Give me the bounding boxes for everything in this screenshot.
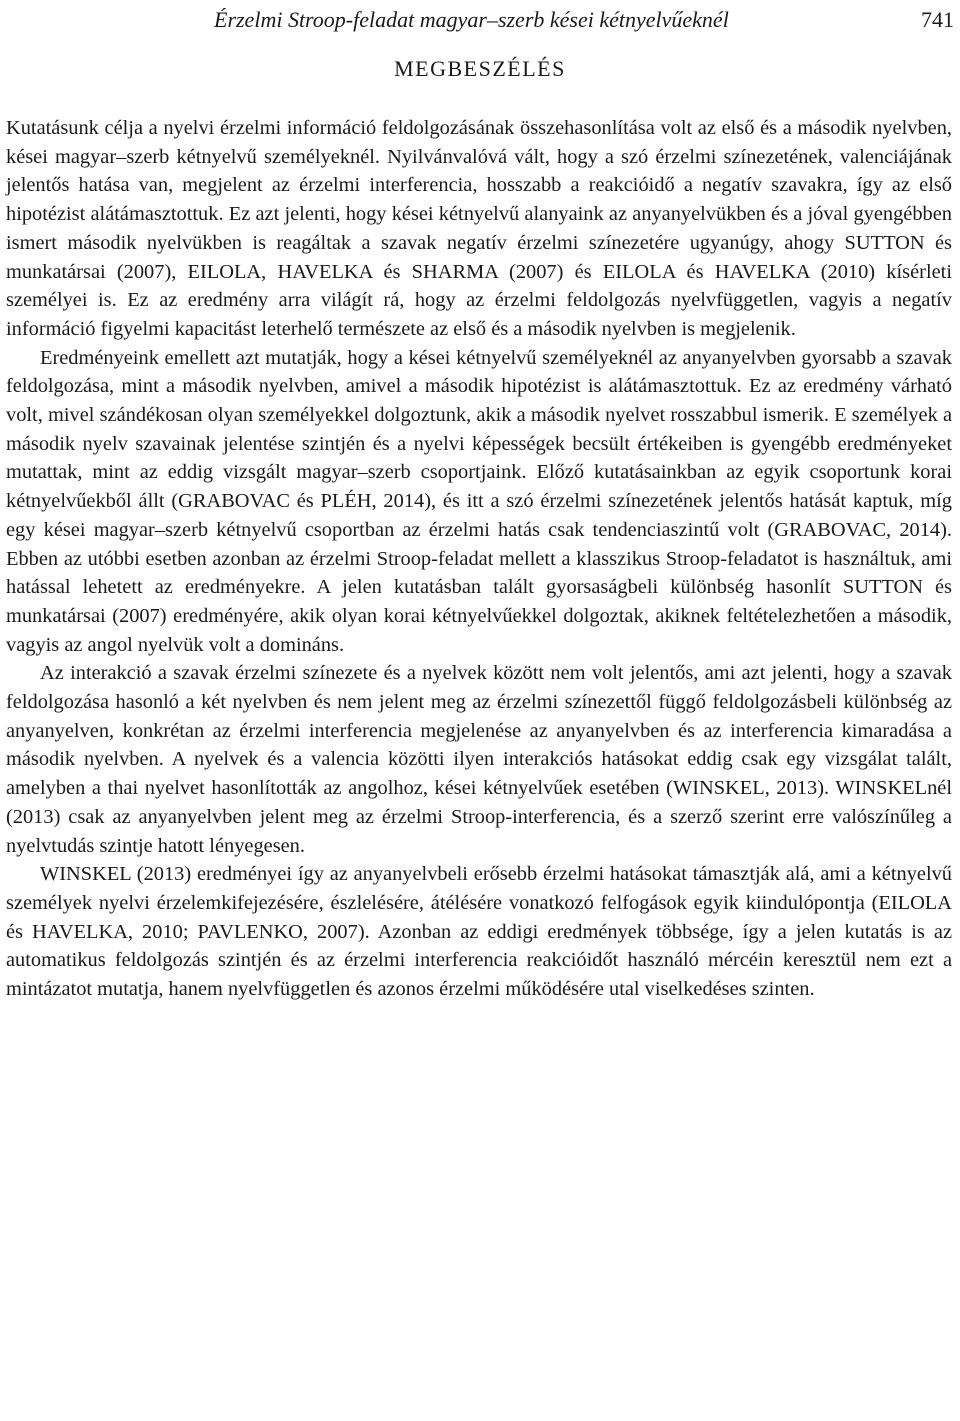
paragraph-3: Az interakció a szavak érzelmi színezete és a nyelvek között nem volt jelentős, ami azt jelenti, hogy a szavak feldolgozása hasonló a két nyelvben és nem jelent meg az érzelmi színezettől függő feldolgozásbeli különbség az anyanyelven, konkrétan az érzelmi interferencia megjelenése az anyanyelvben és az interferencia kimaradása a második nyelvben. A nyelvek és a valencia közötti ilyen interakciós hatásokat eddig csak egy vizsgálat talált, amelyben a thai nyelvet hasonlították az angolhoz, kései kétnyelvűek esetében (WINSKEL, 2013). WINSKELnél (2013) csak az anyanyelvben jelent meg az érzelmi Stroop-interferencia, és a szerző szerint erre valószínűleg a nyelvtudás szintje hatott lényegesen.	[6, 662, 952, 857]
paragraph-4: WINSKEL (2013) eredményei így az anyanyelvbeli erősebb érzelmi hatásokat támasztják alá, ami a kétnyelvű személyek nyelvi érzelemkifejezésére, észlelésére, átélésére vonatkozó felfogások egyik kiindulópontja (EILOLA és HAVELKA, 2010; PAVLENKO, 2007). Azonban az eddigi eredmények többsége, így a jelen kutatás is az automatikus feldolgozás szintjén és az érzelmi interferencia reakcióidőt használó mércéin keresztül nem ezt a mintázatot mutatja, hanem nyelvfüggetlen és azonos érzelmi működésére utal viselkedéses szinten.	[6, 863, 952, 1001]
paragraph-1: Kutatásunk célja a nyelvi érzelmi információ feldolgozásának összehasonlítása volt az első és a második nyelvben, kései magyar–szerb kétnyelvű személyeknél. Nyilvánvalóvá vált, hogy a szó érzelmi színezetének, valenciájának jelentős hatása van, megjelent az érzelmi interferencia, hosszabb a reakcióidő a negatív szavakra, így az első hipotézist alátámasztottuk. Ez azt jelenti, hogy kései kétnyelvű alanyaink az anyanyelvükben és a jóval gyengébben ismert második nyelvükben is reagáltak a szavak negatív érzelmi színezetére ugyanúgy, ahogy SUTTON és munkatársai (2007), EILOLA, HAVELKA és SHARMA (2007) és EILOLA és HAVELKA (2010) kísérleti személyei is. Ez az eredmény arra világít rá, hogy az érzelmi feldolgozás nyelvfüggetlen, vagyis a negatív információ figyelmi kapacitást leterhelő természete az első és a második nyelvben is megjelenik.	[6, 117, 952, 340]
page-number: 741	[921, 7, 954, 32]
running-head	[214, 4, 954, 36]
paragraph-2: Eredményeink emellett azt mutatják, hogy a kései kétnyelvű személyeknél az anyanyelvben gyorsabb a szavak feldolgozása, mint a második nyelvben, amivel a második hipotézist is alátámasztottuk. Ez az eredmény várható volt, mivel szándékosan olyan személyekkel dolgoztunk, akik a második nyelvet rosszabbul ismerik. E személyek a második nyelv szavainak jelentése szintjén és a nyelvi képességek becsült értékeiben is gyengébb eredményeket mutattak, mint az eddig vizsgált magyar–szerb csoportjaink. Előző kutatásainkban az egyik csoportunk korai kétnyelvűekből állt (GRABOVAC és PLÉH, 2014), és itt a szó érzelmi színezetének jelentős hatását kaptuk, míg egy kései magyar–szerb kétnyelvű csoportban az érzelmi hatás csak tendenciaszintű volt (GRABOVAC, 2014). Ebben az utóbbi esetben azonban az érzelmi Stroop-feladat mellett a klasszikus Stroop-feladatot is használtuk, ami hatással lehetett az eredményekre. A jelen kutatásban talált gyorsaságbeli különbség hasonlít SUTTON és munkatársai (2007) eredményére, akik olyan korai kétnyelvűekkel dolgoztak, akiknek feltételezhetően a második, vagyis az angol nyelvük volt a domináns.	[6, 346, 952, 656]
running-title: Érzelmi Stroop-feladat magyar–szerb kései kétnyelvűeknél	[214, 7, 729, 32]
section-heading: MEGBESZÉLÉS	[394, 56, 566, 81]
body-text	[6, 114, 952, 1004]
